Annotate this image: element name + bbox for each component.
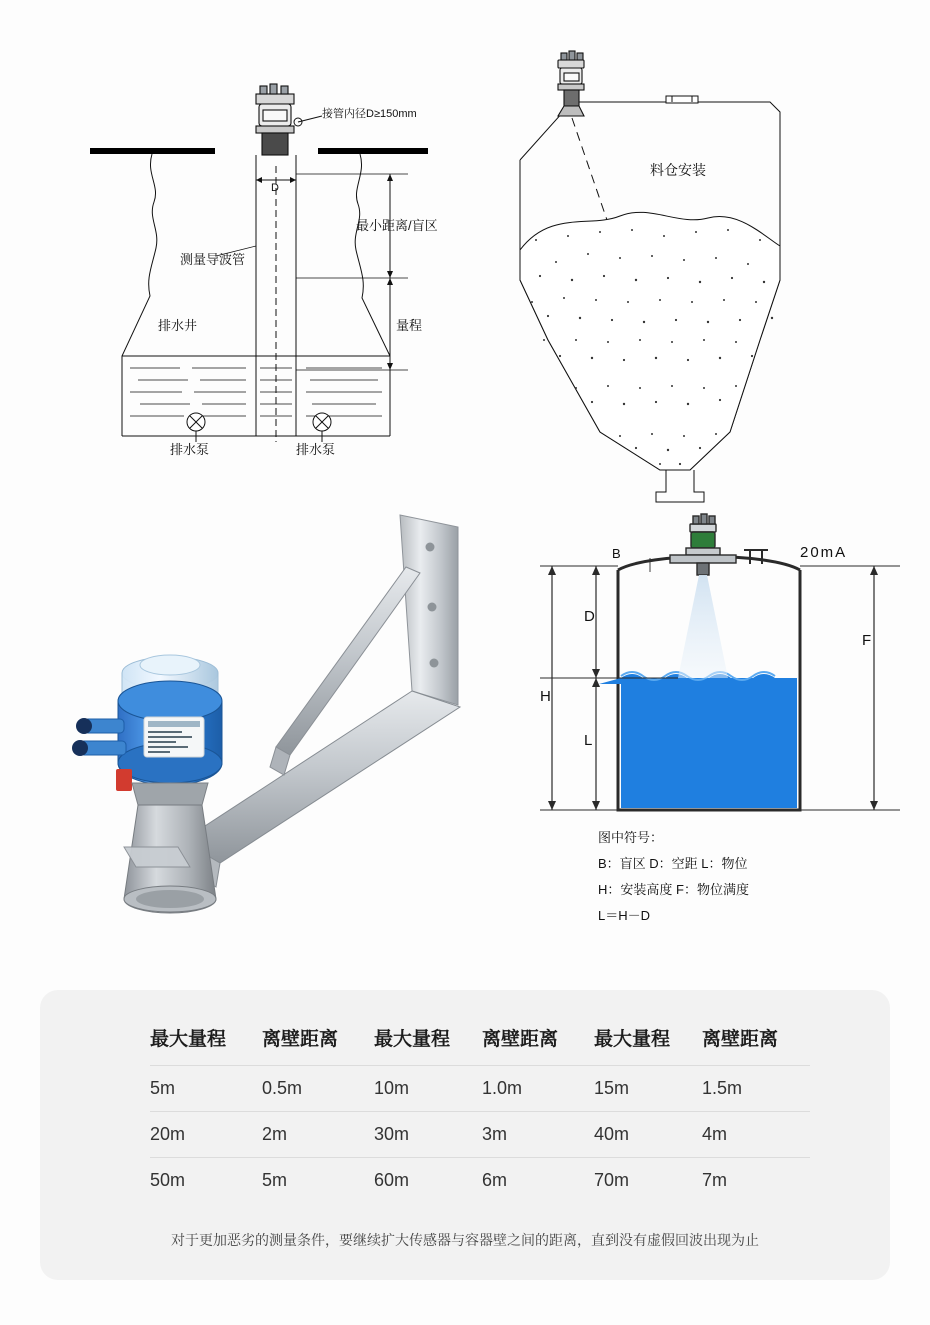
table-row xyxy=(150,1066,810,1112)
legend-line-2: H：安装高度 F：物位满度 xyxy=(598,882,749,897)
cell-r0c5: 1.5m xyxy=(702,1066,810,1112)
nozzle-diameter-label: 接管内径D≥150mm xyxy=(322,108,417,120)
silo-svg xyxy=(480,40,910,510)
tank-h-label: H xyxy=(540,688,551,705)
table-row xyxy=(150,1112,810,1158)
waveguide-label: 测量导波管 xyxy=(180,252,246,267)
cell-r0c3: 1.0m xyxy=(482,1066,594,1112)
range-label: 量程 xyxy=(396,318,423,333)
drain-well-installation-diagram xyxy=(60,70,480,490)
tank-b-label: B xyxy=(612,546,621,561)
tank-d-label: D xyxy=(584,608,595,625)
tank-l-label: L xyxy=(584,732,593,749)
cell-r0c4: 15m xyxy=(594,1066,702,1112)
cell-r2c0: 50m xyxy=(150,1158,262,1204)
cell-r1c1: 2m xyxy=(262,1112,374,1158)
pump-left-label: 排水泵 xyxy=(170,442,210,457)
silo-title-label: 料仓安装 xyxy=(650,162,706,178)
range-table-panel xyxy=(40,990,890,1280)
cell-r1c0: 20m xyxy=(150,1112,262,1158)
drain-well-svg xyxy=(60,70,480,490)
table-footnote: 对于更加恶劣的测量条件，要继续扩大传感器与容器壁之间的距离，直到没有虚假回波出现为止 xyxy=(171,1232,759,1248)
cell-r2c2: 60m xyxy=(374,1158,482,1204)
liquid-fill xyxy=(599,672,797,808)
table-row xyxy=(150,1158,810,1204)
cell-r2c3: 6m xyxy=(482,1158,594,1204)
header-wall-distance-3: 离壁距离 xyxy=(702,1029,779,1050)
cell-r1c3: 3m xyxy=(482,1112,594,1158)
header-max-range-2: 最大量程 xyxy=(374,1029,451,1050)
range-distance-table xyxy=(150,1018,810,1203)
ultrasonic-level-sensor xyxy=(72,655,222,913)
dimension-d-label: D xyxy=(271,182,279,194)
sensor-bracket-svg xyxy=(40,495,510,945)
pump-right-label: 排水泵 xyxy=(296,442,336,457)
drain-well-label: 排水井 xyxy=(158,318,198,333)
cell-r0c2: 10m xyxy=(374,1066,482,1112)
cell-r2c4: 70m xyxy=(594,1158,702,1204)
tank-f-label: F xyxy=(862,632,872,649)
blind-zone-label: 最小距离/盲区 xyxy=(356,218,438,233)
legend-line-3: L＝H－D xyxy=(598,908,651,923)
cell-r2c5: 7m xyxy=(702,1158,810,1204)
silo-installation-diagram xyxy=(480,40,910,510)
header-wall-distance-2: 离壁距离 xyxy=(482,1029,559,1050)
header-max-range-3: 最大量程 xyxy=(594,1029,671,1050)
cell-r2c1: 5m xyxy=(262,1158,374,1204)
cell-r1c5: 4m xyxy=(702,1112,810,1158)
header-wall-distance-1: 离壁距离 xyxy=(262,1029,339,1050)
tank-current-label: 20mA xyxy=(800,544,848,561)
header-max-range-1: 最大量程 xyxy=(150,1029,227,1050)
bracket-wall-plate xyxy=(400,515,458,705)
legend-title: 图中符号： xyxy=(598,830,664,845)
legend-line-1: B：盲区 D：空距 L：物位 xyxy=(598,856,748,871)
measurement-beam xyxy=(678,575,728,678)
cell-r0c0: 5m xyxy=(150,1066,262,1112)
symbol-legend xyxy=(598,825,898,929)
cell-r1c4: 40m xyxy=(594,1112,702,1158)
table-header-row xyxy=(150,1018,810,1066)
cell-r1c2: 30m xyxy=(374,1112,482,1158)
cell-r0c1: 0.5m xyxy=(262,1066,374,1112)
sensor-with-mounting-bracket-photo xyxy=(40,495,510,945)
